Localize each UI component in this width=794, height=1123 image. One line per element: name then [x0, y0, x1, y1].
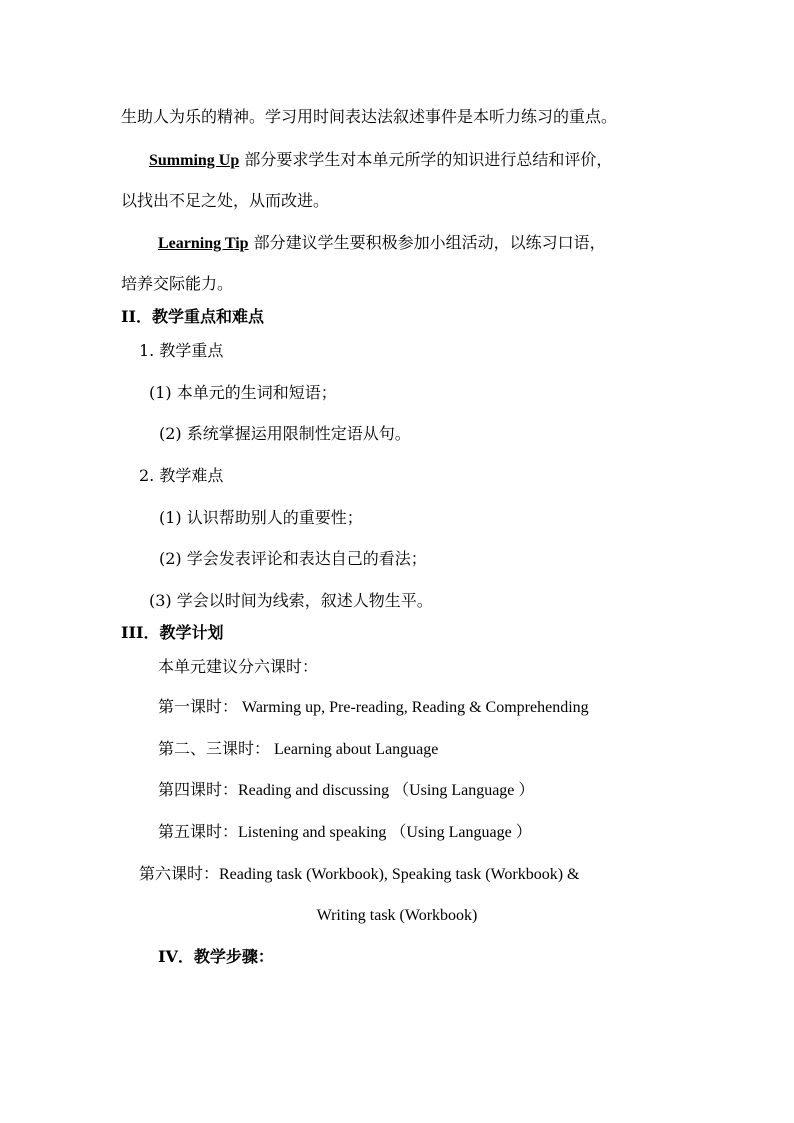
learning-tip-label: Learning Tip — [158, 235, 249, 252]
summing-up-label: Summing Up — [149, 152, 240, 169]
learning-tip-paragraph — [158, 233, 606, 254]
summing-up-text: 部分要求学生对本单元所学的知识进行总结和评价， — [239, 150, 613, 169]
summing-up-text-cont: 以找出不足之处，从而改进。 — [121, 191, 330, 210]
intro-line-1: 生助人为乐的精神。学习用时间表达法叙述事件是本听力练习的重点。 — [121, 107, 618, 126]
learning-tip-text-cont: 培养交际能力。 — [121, 274, 234, 293]
lesson-6-cont: Writing task (Workbook) — [316, 907, 478, 924]
lesson-6: 第六课时：Reading task (Workbook), Speaking task (Workbook) & — [139, 866, 580, 883]
section-2-sub-1-item-2: (2) 系统掌握运用限制性定语从句。 — [159, 424, 411, 443]
section-2-sub-2-item-1: (1) 认识帮助别人的重要性； — [159, 508, 363, 527]
learning-tip-text: 部分建议学生要积极参加小组活动，以练习口语， — [248, 233, 606, 252]
section-2-sub-1: 1. 教学重点 — [139, 341, 224, 360]
lesson-2-3: 第二、三课时： Learning about Language — [158, 741, 439, 758]
section-3-intro: 本单元建议分六课时： — [158, 657, 319, 676]
section-4-heading: IV．教学步骤： — [158, 947, 274, 966]
lesson-1: 第一课时： Warming up, Pre-reading, Reading & Comprehending — [158, 699, 589, 716]
section-2-sub-1-item-1: (1) 本单元的生词和短语； — [149, 383, 337, 402]
section-2-sub-2-item-2: (2) 学会发表评论和表达自己的看法； — [159, 549, 427, 568]
section-3-heading: III．教学计划 — [121, 623, 224, 642]
lesson-5: 第五课时：Listening and speaking （Using Language ） — [158, 824, 532, 841]
section-2-sub-2: 2. 教学难点 — [139, 466, 224, 485]
section-2-heading: II．教学重点和难点 — [121, 307, 264, 326]
lesson-4: 第四课时：Reading and discussing （Using Language ） — [158, 782, 535, 799]
section-2-sub-2-item-3: (3) 学会以时间为线索，叙述人物生平。 — [149, 591, 433, 610]
summing-up-paragraph — [149, 150, 612, 171]
